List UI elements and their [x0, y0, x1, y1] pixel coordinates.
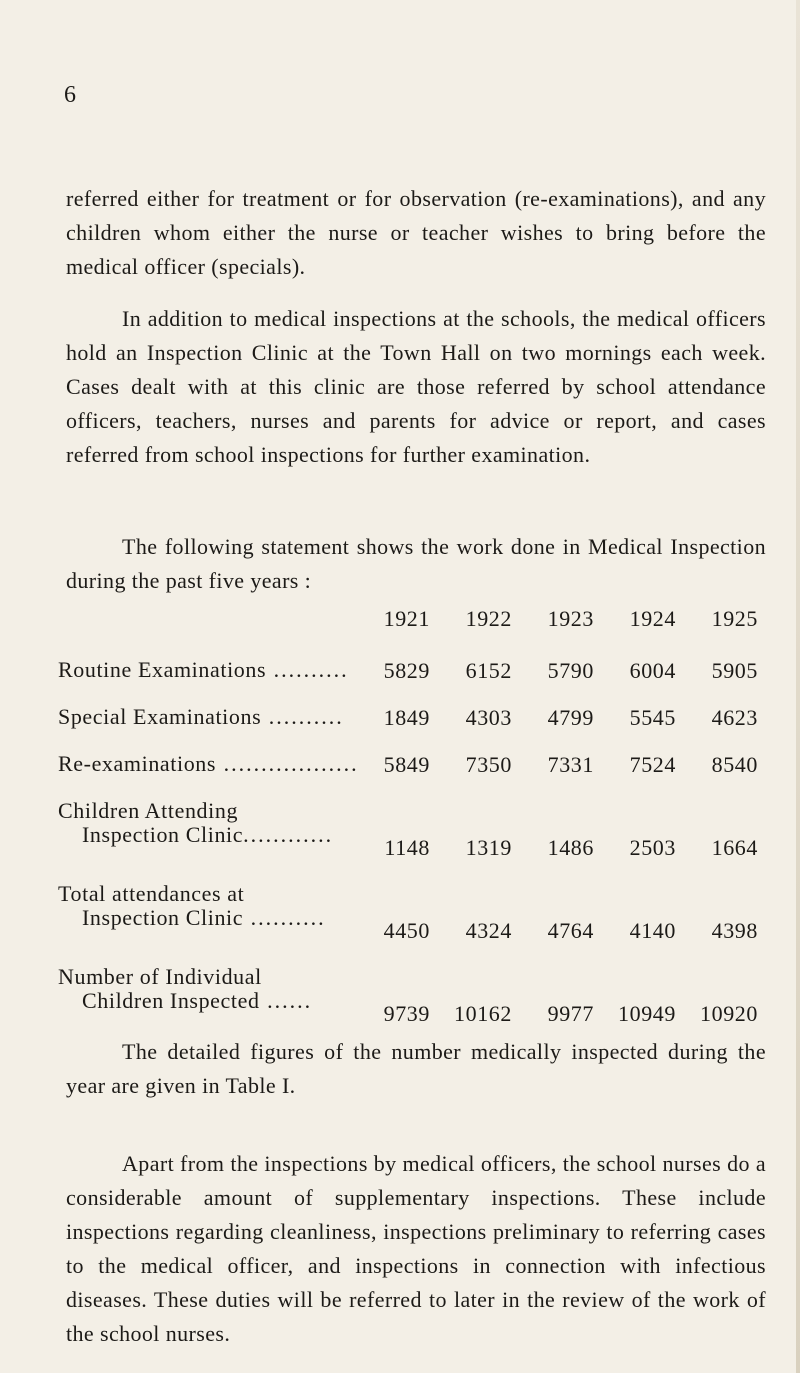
- table-cell: 5905: [711, 658, 758, 683]
- table-cell: 10920: [700, 1001, 758, 1026]
- table-cell: 9739: [383, 1001, 430, 1026]
- inspection-statistics-table: [46, 606, 776, 1048]
- table-cell: 4303: [465, 705, 512, 730]
- year-header: 1923: [547, 606, 594, 631]
- table-cell: 4324: [465, 918, 512, 943]
- page-number: 6: [64, 82, 77, 108]
- row-label: Number of Individual Children Inspected ......: [58, 964, 313, 1013]
- table-cell: 9977: [547, 1001, 594, 1026]
- paragraph-referrals: referred either for treatment or for observation (re-examinations), and any children whom either the nurse or teacher wishes to bring before the medical officer (specials).: [66, 186, 766, 279]
- row-label: Routine Examinations ..........: [58, 657, 349, 682]
- table-cell: 1486: [547, 835, 594, 860]
- row-label: Total attendances at Inspection Clinic ..........: [58, 881, 326, 930]
- table-row: [46, 882, 776, 965]
- table-cell: 5790: [547, 658, 594, 683]
- table-cell: 7331: [547, 752, 594, 777]
- paragraph-statement-intro: The following statement shows the work done in Medical Inspection during the past five years :: [66, 534, 766, 593]
- table-row: [46, 752, 776, 799]
- table-cell: 1664: [711, 835, 758, 860]
- table-cell: 8540: [711, 752, 758, 777]
- table-cell: 7524: [629, 752, 676, 777]
- table-header-row: [46, 606, 776, 658]
- year-header: 1924: [629, 606, 676, 631]
- table-cell: 4140: [629, 918, 676, 943]
- table-cell: 6152: [465, 658, 512, 683]
- row-label: Children Attending Inspection Clinic............: [58, 798, 334, 847]
- table-row: [46, 658, 776, 705]
- table-cell: 1849: [383, 705, 430, 730]
- table-cell: 10949: [618, 1001, 676, 1026]
- table-row: [46, 799, 776, 882]
- table-row: [46, 705, 776, 752]
- paragraph-school-nurses: Apart from the inspections by medical officers, the school nurses do a considerable amount of supplementary inspections. These include inspections regarding cleanliness, inspections preliminary to referring cases to the medical officer, and inspections in connection with infectious diseases. These duties will be referred to later in the review of the work of the school nurses.: [66, 1151, 766, 1346]
- year-header: 1921: [383, 606, 430, 631]
- table-cell: 5849: [383, 752, 430, 777]
- year-header: 1922: [465, 606, 512, 631]
- year-header: 1925: [711, 606, 758, 631]
- table-cell: 5545: [629, 705, 676, 730]
- row-label: Special Examinations ..........: [58, 704, 344, 729]
- table-cell: 6004: [629, 658, 676, 683]
- row-label: Re-examinations ..................: [58, 751, 359, 776]
- table-cell: 1148: [384, 835, 430, 860]
- table-cell: 4799: [547, 705, 594, 730]
- page-edge-shadow: [796, 0, 800, 1373]
- paragraph-table-reference: The detailed figures of the number medically inspected during the year are given in Table I.: [66, 1039, 766, 1098]
- paragraph-inspection-clinic: In addition to medical inspections at the schools, the medical officers hold an Inspection Clinic at the Town Hall on two mornings each week. Cases dealt with at this clinic are those referred by school attendance officers, teachers, nurses and parents for advice or report, and cases referred from school inspections for further examination.: [66, 306, 766, 467]
- table-cell: 10162: [454, 1001, 512, 1026]
- table-cell: 4450: [383, 918, 430, 943]
- table-cell: 7350: [465, 752, 512, 777]
- table-cell: 4398: [711, 918, 758, 943]
- table-cell: 4623: [711, 705, 758, 730]
- table-cell: 1319: [465, 835, 512, 860]
- table-cell: 4764: [547, 918, 594, 943]
- table-cell: 5829: [383, 658, 430, 683]
- table-cell: 2503: [629, 835, 676, 860]
